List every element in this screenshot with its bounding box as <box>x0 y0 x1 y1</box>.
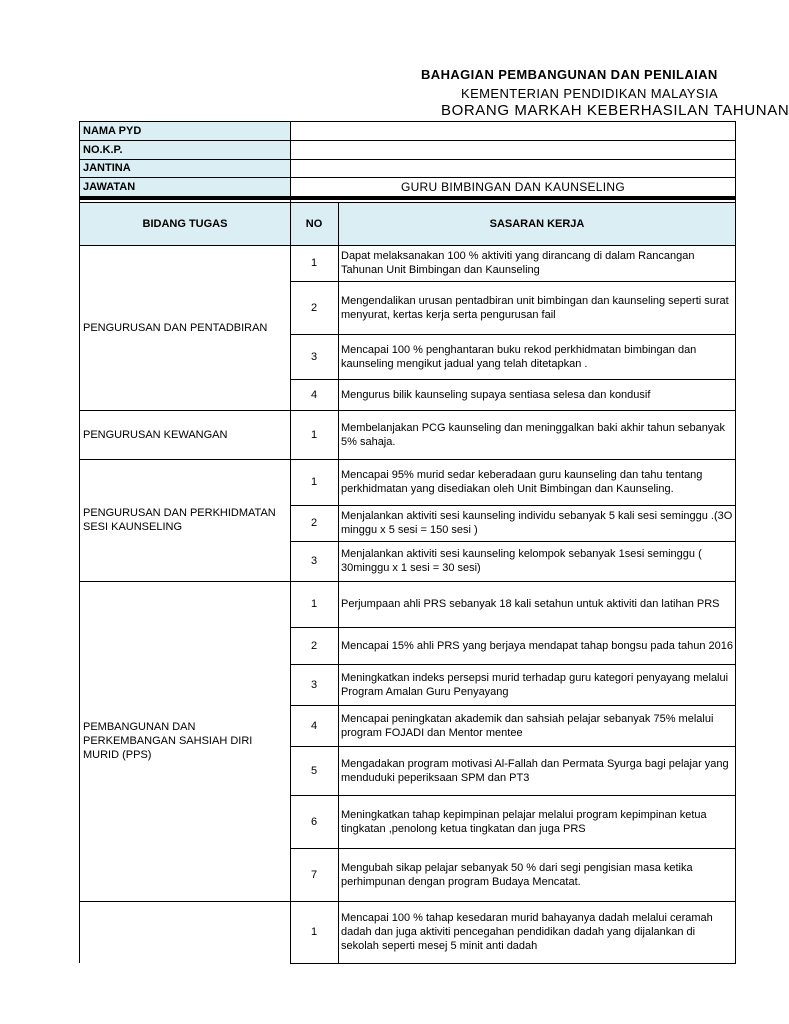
grid-line <box>80 177 736 178</box>
target-text: Mencapai 95% murid sedar keberadaan guru kaunseling dan tahu tentang perkhidmatan yang disediakan oleh Unit Bimbingan dan Kaunseling. <box>341 469 703 495</box>
target-text: Dapat melaksanakan 100 % aktiviti yang dirancang di dalam Rancangan Tahunan Unit Bimbingan dan Kaunseling <box>341 250 695 276</box>
bidang-cell: PENGURUSAN DAN PENTADBIRAN <box>83 321 268 334</box>
target-text: Mengadakan program motivasi Al-Fallah dan Permata Syurga bagi pelajar yang menduduki peperiksaan SPM dan PT3 <box>341 757 729 784</box>
header-title-line1: BAHAGIAN PEMBANGUNAN DAN PENILAIAN <box>421 67 718 82</box>
row-number: 3 <box>310 350 318 363</box>
bidang-cell: PENGURUSAN KEWANGAN <box>83 428 228 441</box>
grid-line <box>80 410 736 411</box>
grid-line <box>290 379 736 380</box>
jantina-value[interactable] <box>290 159 736 177</box>
column-header-no: NO <box>290 203 338 245</box>
grid-line <box>290 705 736 706</box>
grid-line <box>290 963 736 964</box>
nama-value[interactable] <box>290 122 736 140</box>
row-number: 3 <box>310 555 318 567</box>
grid-line <box>80 121 736 122</box>
grid-line <box>290 121 291 963</box>
target-text: Meningkatkan tahap kepimpinan pelajar melalui program kepimpinan ketua tingkatan ,penolong ketua tingkatan dan juga PRS <box>341 808 707 835</box>
grid-line <box>290 795 736 796</box>
row-number: 4 <box>310 719 318 732</box>
row-number: 6 <box>310 815 318 828</box>
column-header-bidang: BIDANG TUGAS <box>80 203 290 245</box>
jantina-label: JANTINA <box>80 159 290 177</box>
form-title: BORANG MARKAH KEBERHASILAN TAHUNAN <box>441 102 789 119</box>
grid-line <box>290 664 736 665</box>
jawatan-value[interactable]: GURU BIMBINGAN DAN KAUNSELING <box>400 179 626 194</box>
bidang-cell: PENGURUSAN DAN PERKHIDMATAN SESI KAUNSELING <box>83 507 276 533</box>
row-number: 1 <box>310 476 318 488</box>
grid-line <box>290 281 736 282</box>
row-number: 7 <box>310 868 318 881</box>
target-text: Mengurus bilik kaunseling supaya sentiasa selesa dan kondusif <box>341 388 651 401</box>
row-number: 1 <box>310 598 318 610</box>
row-number: 2 <box>310 301 318 314</box>
grid-line <box>290 627 736 628</box>
target-text: Menjalankan aktiviti sesi kaunseling kelompok sebanyak 1sesi seminggu ( 30minggu x 1 sesi = 30 sesi) <box>341 548 702 574</box>
grid-line <box>80 459 736 460</box>
target-text: Mencapai 100 % penghantaran buku rekod perkhidmatan bimbingan dan kaunseling mengikut jadual yang telah ditetapkan . <box>341 343 697 370</box>
row-number: 5 <box>310 764 318 777</box>
grid-line <box>80 245 736 246</box>
grid-line <box>80 581 736 582</box>
target-text: Menjalankan aktiviti sesi kaunseling individu sebanyak 5 kali sesi seminggu .(3O minggu x 5 sesi = 150 sesi ) <box>341 510 733 536</box>
grid-line <box>80 159 736 160</box>
row-number: 4 <box>310 388 318 401</box>
grid-line <box>80 901 736 902</box>
grid-line <box>80 196 736 200</box>
grid-line <box>80 140 736 141</box>
column-header-sasaran: SASARAN KERJA <box>338 203 736 245</box>
target-text: Mengubah sikap pelajar sebanyak 50 % dari segi pengisian masa ketika perhimpunan dengan program Budaya Mencatat. <box>341 861 693 888</box>
grid-line <box>290 541 736 542</box>
target-text: Perjumpaan ahli PRS sebanyak 18 kali setahun untuk aktiviti dan latihan PRS <box>341 598 720 610</box>
nokp-value[interactable] <box>290 140 736 159</box>
target-text: Mencapai 15% ahli PRS yang berjaya mendapat tahap bongsu pada tahun 2016 <box>341 639 734 652</box>
target-text: Mengendalikan urusan pentadbiran unit bimbingan dan kaunseling seperti surat menyurat, kertas kerja serta pengurusan fail <box>341 294 729 321</box>
target-text: Mencapai peningkatan akademik dan sahsiah pelajar sebanyak 75% melalui program FOJADI dan Mentor mentee <box>341 712 714 739</box>
grid-line <box>79 121 80 963</box>
target-text: Membelanjakan PCG kaunseling dan meninggalkan baki akhir tahun sebanyak 5% sahaja. <box>341 421 726 448</box>
jawatan-label: JAWATAN <box>80 177 290 196</box>
nokp-label: NO.K.P. <box>80 140 290 159</box>
grid-line <box>80 202 736 203</box>
grid-line <box>290 746 736 747</box>
nama-label: NAMA PYD <box>80 122 290 140</box>
bidang-cell <box>80 901 290 963</box>
bidang-cell: PEMBANGUNAN DAN PERKEMBANGAN SAHSIAH DIRI MURID (PPS) <box>83 721 253 761</box>
grid-line <box>290 334 736 335</box>
grid-line <box>735 121 736 963</box>
row-number: 3 <box>310 678 318 691</box>
grid-line <box>290 848 736 849</box>
row-number: 1 <box>310 257 318 269</box>
row-number: 2 <box>310 517 318 529</box>
target-text: Meningkatkan indeks persepsi murid terhadap guru kategori penyayang melalui Program Amalan Guru Penyayang <box>341 671 729 698</box>
row-number: 2 <box>310 639 318 652</box>
target-text: Mencapai 100 % tahap kesedaran murid bahayanya dadah melalui ceramah dadah dan juga aktiviti pencegahan pendidikan dadah yang dijalankan di sekolah seperti mesej 5 minit anti dadah <box>341 912 713 952</box>
row-number: 1 <box>310 428 318 441</box>
grid-line <box>290 505 736 506</box>
row-number: 1 <box>310 926 318 938</box>
header-title-line2: KEMENTERIAN PENDIDIKAN MALAYSIA <box>461 86 719 101</box>
